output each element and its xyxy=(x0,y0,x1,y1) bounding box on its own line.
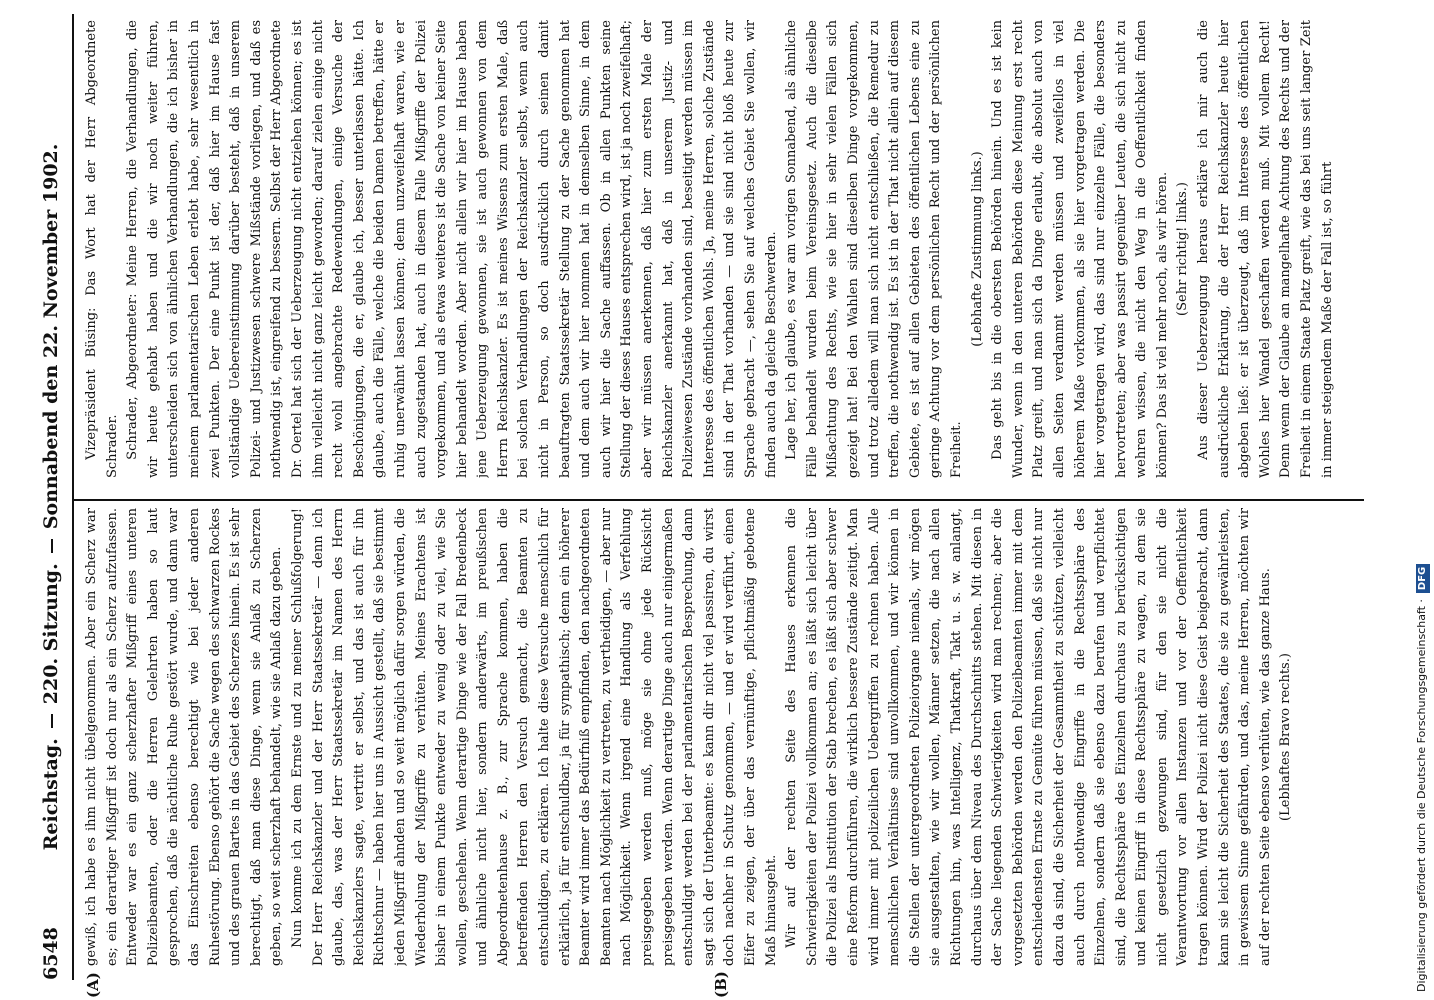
funding-note-text: Digitalisierung gefördert durch die Deutsche Forschungsgemeinschaft · xyxy=(1415,599,1428,992)
speaker-intro: Vizepräsident Büsing: Das Wort hat der Herr Abgeordnete Schrader. xyxy=(84,20,120,478)
applause-note: (Lebhafte Zustimmung links.) xyxy=(969,151,985,347)
paragraph: Das geht bis in die obersten Behörden hinein. Und es ist kein Wunder, wenn in den unteren Behörden diese Meinung erst recht Platz greift, und man sich da Dinge erlaubt, die absolut auch von allen Seiten verdammt werden müssen und zweifellos in viel höherem Maße vorkommen, als sie hier vorgetragen werden. Die hier vorgetragen wird, das sind nur einzelne Fälle, die besonders hervortreten; aber was passirt gegenüber Leuten, die sich nicht zu wehren wissen, die nicht den Weg in die Oeffentlichkeit finden können? Das ist viel mehr noch, als wir hören. xyxy=(990,20,1170,478)
paragraph: Schrader, Abgeordneter: Meine Herren, die Verhandlungen, die wir heute gehabt haben und die wir noch weiter führen, unterscheiden sich von ähnlichen Verhandlungen, die ich bisher in meinem parlamentarischen Leben erlebt habe, sehr wesentlich in zwei Punkten. Der eine Punkt ist der, daß hier im Hause fast vollständige Uebereinstimmung darüber besteht, daß in unserem Polizei- und Justizwesen schwere Mißstände vorliegen, und daß es nothwendig ist, eingreifend zu bessern. Selbst der Herr Abgeordnete Dr. Oertel hat sich der Ueberzeugung nicht entziehen können; es ist ihm vielleicht nicht ganz leicht geworden; darauf zielen einige nicht recht wohl angebrachte Redewendungen, einige Versuche der Beschönigungen, die er, glaube ich, besser unterlassen hätte. Ich glaube, auch die Fälle, welche die beiden Damen betreffen, hätte er ruhig unerwähnt lassen können; denn unzweifelhaft waren, wie er auch zugestanden hat, auch in diesem Falle Mißgriffe der Polizei vorgekommen, und als etwas weiteres ist die Sache von keiner Seite hier behandelt worden. Aber nicht allein wir hier im Hause haben jene Ueberzeugung gewonnen, sie ist auch gewonnen von dem Herrn Reichskanzler. Es ist meines Wissens zum ersten Male, daß bei solchen Verhandlungen der Reichskanzler selbst, wenn auch nicht in Person, so doch ausdrücklich durch seinen damit beauftragten Staatssekretär Stellung zu der Sache genommen hat und dem auch wir hier nommen hat in demselben Sinne, in dem auch wir hier die Sache auffassen. Ob in allen Punkten seine Stellung der dieses Hauses entsprechen wird, ist ja noch zweifelhaft; aber wir müssen anerkennen, daß hier zum ersten Male der Reichskanzler anerkannt hat, daß in unserem Justiz- und Polizeiwesen Zustände vorhanden sind, beseitigt werden müssen im Interesse des öffentlichen Wohls. Ja, meine Herren, solche Zustände sind in der That vorhanden — und sie sind nicht bloß heute zur Sprache gebracht —, sehen Sie auf welches Gebiet Sie wollen, wir finden auch da gleiche Beschwerden. xyxy=(125,20,779,478)
running-title xyxy=(40,14,62,980)
session-number: 220. Sitzung. xyxy=(40,563,62,705)
margin-marker-a: (A) xyxy=(84,972,102,998)
left-column xyxy=(82,508,1372,966)
paragraph: Aus dieser Ueberzeugung heraus erkläre ich mir auch die ausdrückliche Erklärung, die der Herr Reichskanzler heute hier abgeben ließ: er ist überzeugt, daß im Interesse des öffentlichen Wohles hier Wandel geschaffen werden muß. Mit vollem Recht! Denn wenn der Glaube an mangelhafte Achtung des Rechts und der Freiheit in einem Staate Platz greift, wie das bei uns seit langer Zeit in immer steigendem Maße der Fall ist, so führt xyxy=(1196,20,1335,478)
dash-separator xyxy=(51,539,53,553)
page-header xyxy=(38,14,68,980)
paragraph: Nun komme ich zu dem Ernste und zu meiner Schlußfolgerung! Der Herr Reichskanzler und der Herr Staatssekretär — denn ich glaube, das, was der Herr Staatssekretär im Namen des Herrn Reichskanzlers sagte, vertritt er selbst, und das ist auch für ihn Richtschnur — haben hier uns in Aussicht gestellt, daß sie bestimmt jeden Mißgriff ahnden und so weit möglich dafür sorgen würden, die Wiederholung der Mißgriffe zu verhüten. Meines Erachtens ist bisher in einem Punkte entweder zu wenig oder zu viel, wie Sie wollen, geschehen. Wenn derartige Dinge wie der Fall Bredenbeck und ähnliche nicht hier, sondern anderwärts, im preußischen Abgeordnetenhause z. B., zur Sprache kommen, haben die betreffenden Herren den Versuch gemacht, die Beamten zu entschuldigen, zu erklären. Ich halte diese Versuche menschlich für erklärlich, ja für entschuldbar, ja für sympathisch; denn ein höherer Beamter wird immer das Bedürfniß empfinden, den nachgeordneten Beamten nach Möglichkeit zu vertreten, zu vertheidigen, — aber nur nach Möglichkeit. Wenn irgend eine Handlung als Verfehlung preisgegeben werden muß, möge sie ohne jede Rücksicht preisgegeben werden. Wenn derartige Dinge auch nur einigermaßen entschuldigt werden bei der parlamentarischen Besprechung, dann sagt sich der Unterbeamte: es kann dir nicht viel passiren, du wirst doch nachher in Schutz genommen, — und er wird verführt, einen Eifer zu zeigen, der über das vernünftige, pflichtmäßig gebotene Maß hinausgeht. xyxy=(289,508,779,966)
applause-note: (Lebhaftes Bravo rechts.) xyxy=(1278,653,1294,821)
header-rule xyxy=(72,14,74,980)
right-column xyxy=(82,20,1372,478)
dash-separator xyxy=(51,714,53,728)
margin-marker-b: (B) xyxy=(712,971,730,998)
applause-note: (Sehr richtig! links.) xyxy=(1175,182,1191,316)
paragraph: Lage her, ich glaube, es war am vorigen Sonnabend, als ähnliche Fälle behandelt wurden beim Vereinsgesetz. Auch die dieselbe Mißachtung des Rechts, wie sie hier in sehr vielen Fällen sich gezeigt hat! Bei den Wahlen sind dieselben Dinge vorgekommen, und trotz alledem will man sich nicht entschließen, die Remedur zu treffen, die nothwendig ist. Es ist in der That nicht allein auf diesem Gebiete, es ist auf allen Gebieten des öffentlichen Lebens eine zu geringe Achtung vor dem persönlichen Recht und der persönlichen Freiheit. xyxy=(784,20,964,478)
funding-note xyxy=(1414,8,1430,992)
page-number: 6548 xyxy=(40,927,62,980)
column-divider xyxy=(74,499,1364,501)
dfg-logo: DFG xyxy=(1416,564,1430,593)
paragraph: Wir auf der rechten Seite des Hauses erkennen die Schwierigkeiten der Polizei vollkommen an; es läßt sich leicht über die Polizei als Institution der Stab brechen, es läßt sich aber schwer eine Reform durchführen, die wirklich bessere Zustände zeitigt. Man wird immer mit polizeilichen Uebergriffen zu rechnen haben. Alle menschlichen Verhältnisse sind unvollkommen, und wir können in die Stellen der untergeordneten Polizeiorgane niemals, wir mögen sie ausgestalten, wie wir wollen, Männer setzen, die nach allen Richtungen hin, was Intelligenz, Thatkraft, Takt u. s. w. anlangt, durchaus über dem Niveau des Durchschnitts stehen. Mit diesen in der Sache liegenden Schwierigkeiten wird man rechnen; aber die vorgesetzten Behörden werden den Polizeibeamten immer mit dem entschiedensten Ernste zu Gemüte führen müssen, daß sie nicht nur dazu da sind, die Sicherheit der Gesammtheit zu schützen, vielleicht auch durch nothwendige Eingriffe in die Rechtssphäre des Einzelnen, sondern daß sie ebenso dazu berufen und verpflichtet sind, die Rechtssphäre des Einzelnen durchaus zu berücksichtigen und keinen Eingriff in diese Rechtssphäre zu wagen, zu dem sie nicht gesetzlich gezwungen sind, für den sie nicht die Verantwortung vor allen Instanzen und vor der Oeffentlichkeit tragen können. Wird der Polizei nicht diese Geist beigebracht, dann kann sie leicht die Sicherheit des Staates, die sie zu gewährleisten, in gewissem Sinne gefährden, und das, meine Herren, möchten wir auf der rechten Seite ebenso verhüten, wie das ganze Haus. xyxy=(784,508,1273,966)
session-date: Sonnabend den 22. November 1902. xyxy=(40,143,62,530)
publication-name: Reichstag. xyxy=(40,738,62,851)
funding-note-strip xyxy=(1414,8,1430,992)
paragraph: gewiß, ich habe es ihm nicht übelgenommen. Aber ein Scherz war es; ein derartiger Mißgriff ist doch nur als ein Scherz aufzufassen. Entweder war es ein ganz scherzhafter Mißgriff eines unteren Polizeibeamten, oder die Herren Gelehrten haben so laut gesprochen, daß die nächtliche Ruhe gestört wurde, und dann war das Einschreiten ebenso berechtigt wie bei jeder anderen Ruhestörung. Ebenso gehört die Sache wegen des schwarzen Rockes und des grauen Bartes in das Gebiet des Scherzes hinein. Es ist sehr berechtigt, daß man diese Dinge, wenn sie Anlaß zu Scherzen geben, so weit scherzhaft behandelt, wie sie Anlaß dazu geben. xyxy=(84,508,285,966)
